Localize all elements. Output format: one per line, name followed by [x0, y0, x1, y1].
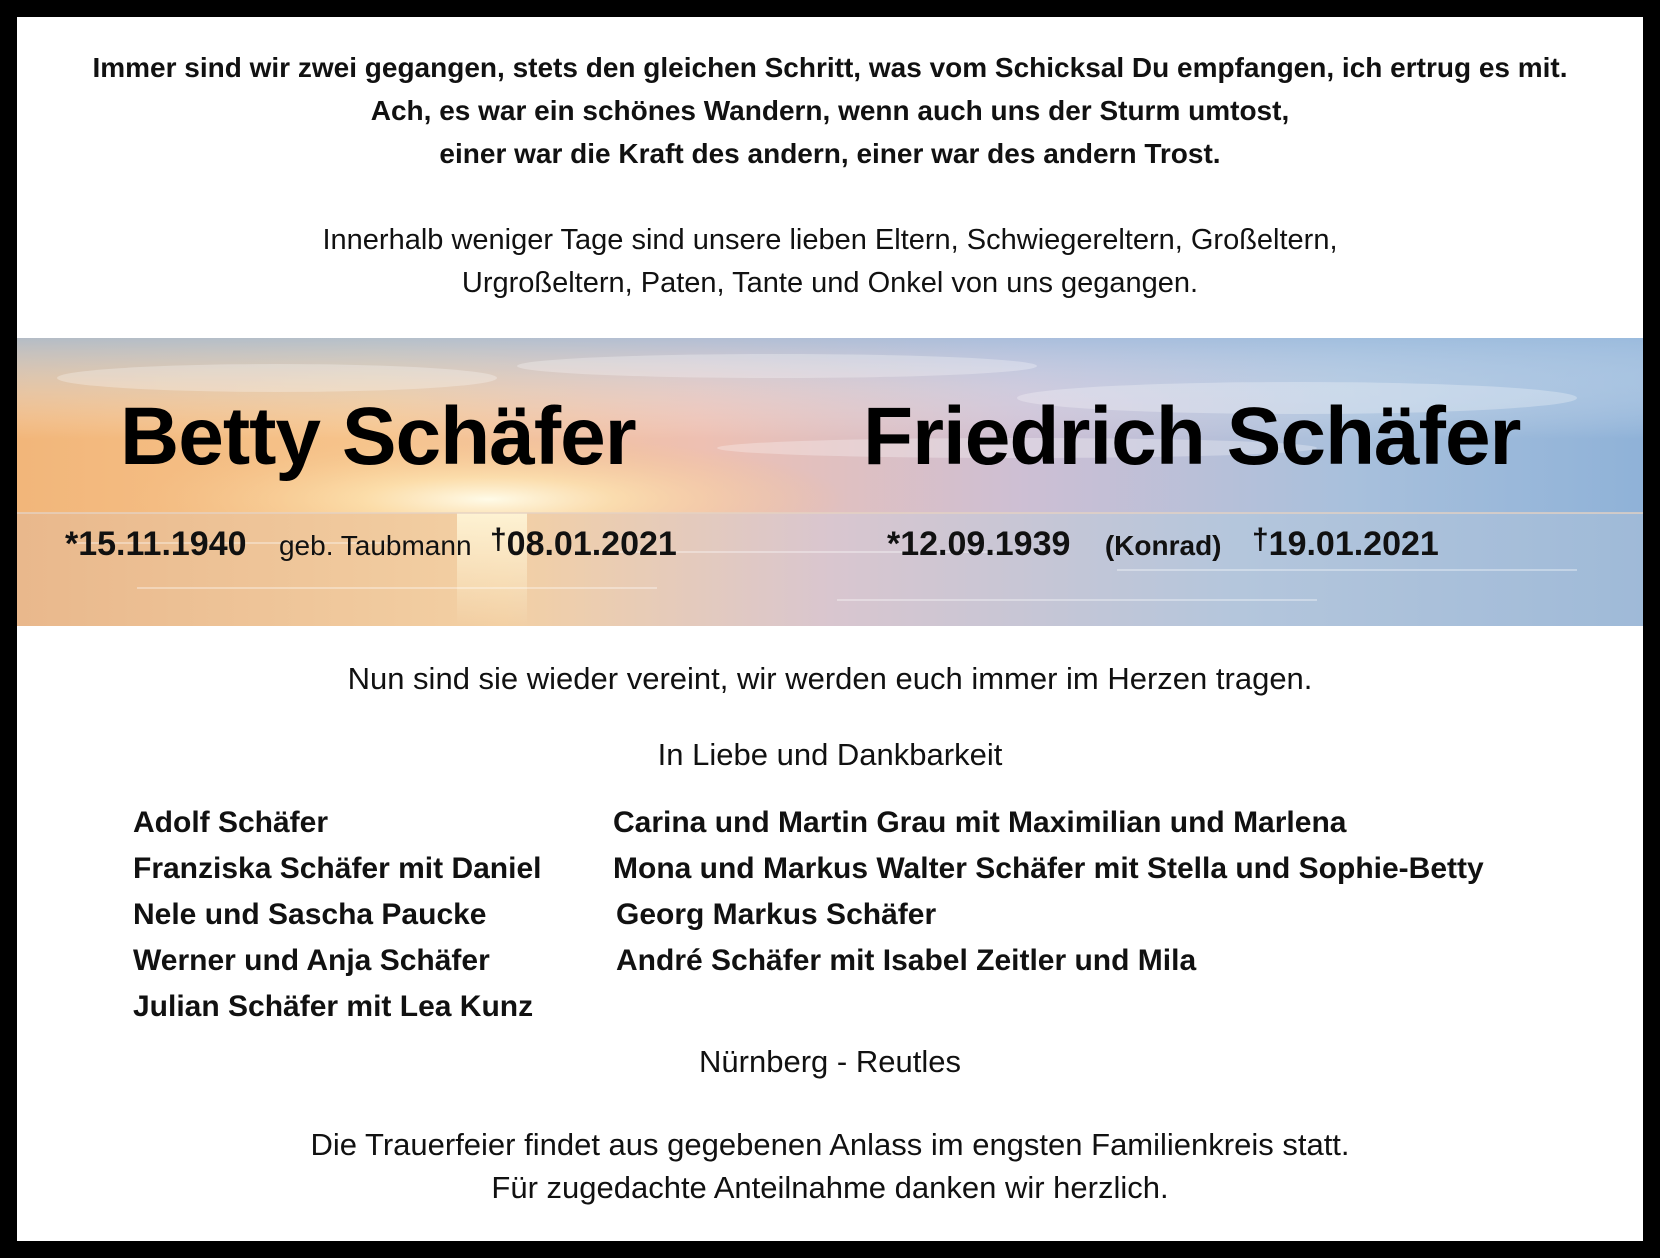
place-text: Nürnberg - Reutles: [699, 1044, 961, 1079]
survivor-entry: Georg Markus Schäfer: [616, 898, 937, 931]
survivors-right-list: [613, 800, 1484, 984]
death-cross-icon: †: [489, 523, 507, 556]
reunion-text: Nun sind sie wieder vereint, wir werden euch immer im Herzen tragen.: [347, 661, 1313, 696]
nickname: (Konrad): [1104, 530, 1222, 561]
intro-line-2: Urgroßeltern, Paten, Tante und Onkel von uns gegangen.: [461, 267, 1199, 299]
death-date-betty: 08.01.2021: [506, 525, 677, 563]
survivor-entry: Franziska Schäfer mit Daniel: [133, 852, 542, 885]
verse-line-3: einer war die Kraft des andern, einer war des andern Trost.: [439, 138, 1221, 169]
intro-line-1: Innerhalb weniger Tage sind unsere lieben Eltern, Schwiegereltern, Großeltern,: [322, 224, 1338, 256]
closing-line-2: Für zugedachte Anteilnahme danken wir herzlich.: [491, 1170, 1169, 1205]
dates-friedrich: [887, 525, 1439, 564]
survivor-entry: Mona und Markus Walter Schäfer mit Stella und Sophie-Betty: [613, 852, 1484, 885]
gratitude-text: In Liebe und Dankbarkeit: [657, 737, 1003, 772]
birth-date-betty: *15.11.1940: [65, 525, 247, 563]
birth-date-friedrich: *12.09.1939: [887, 525, 1071, 563]
sunset-banner: [17, 338, 1643, 626]
verse-line-1: Immer sind wir zwei gegangen, stets den gleichen Schritt, was vom Schicksal Du empfangen, ich ertrug es mit.: [92, 52, 1568, 83]
deceased-name-betty: Betty Schäfer: [120, 391, 636, 482]
death-cross-icon: †: [1251, 523, 1269, 556]
survivor-entry: André Schäfer mit Isabel Zeitler und Mila: [616, 944, 1197, 977]
survivor-entry: Adolf Schäfer: [133, 806, 329, 839]
survivors-left-list: [133, 800, 542, 1030]
survivor-entry: Werner und Anja Schäfer: [133, 944, 490, 977]
death-date-friedrich: 19.01.2021: [1268, 525, 1439, 563]
dates-betty: [65, 525, 677, 564]
closing-line-1: Die Trauerfeier findet aus gegebenen Anlass im engsten Familienkreis statt.: [310, 1127, 1350, 1162]
survivor-entry: Carina und Martin Grau mit Maximilian und Marlena: [613, 806, 1347, 839]
survivor-entry: Nele und Sascha Paucke: [133, 898, 487, 931]
deceased-name-friedrich: Friedrich Schäfer: [863, 391, 1521, 482]
verse-line-2: Ach, es war ein schönes Wandern, wenn auch uns der Sturm umtost,: [370, 95, 1290, 126]
maiden-name: geb. Taubmann: [278, 530, 472, 561]
survivor-entry: Julian Schäfer mit Lea Kunz: [133, 990, 534, 1023]
